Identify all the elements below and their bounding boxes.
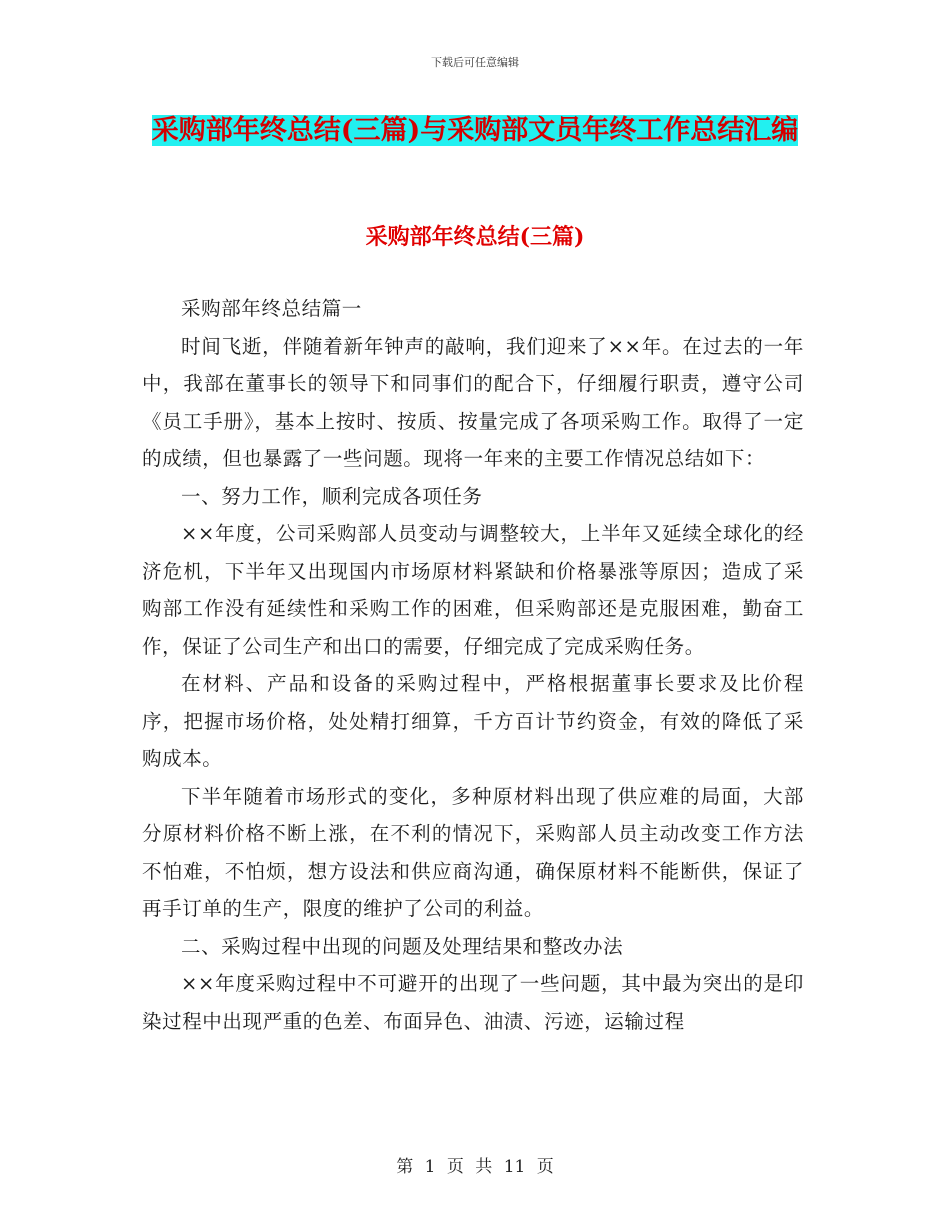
paragraph-heading: 二、采购过程中出现的问题及处理结果和整改办法 [181,934,624,958]
paragraph: 在材料、产品和设备的采购过程中，严格根据董事长要求及比价程序，把握市场价格，处处精打细算，千方百计节约资金，有效的降低了采购成本。 [142,672,804,770]
document-title [140,108,810,154]
paragraph: 时间飞逝，伴随着新年钟声的敲响，我们迎来了××年。在过去的一年中，我部在董事长的领导下和同事们的配合下，仔细履行职责，遵守公司《员工手册》，基本上按时、按质、按量完成了各项采购工作。取得了一定的成绩，但也暴露了一些问题。现将一年来的主要工作情况总结如下： [142,334,804,470]
paragraph: ××年度，公司采购部人员变动与调整较大，上半年又延续全球化的经济危机，下半年又出现国内市场原材料紧缺和价格暴涨等原因；造成了采购部工作没有延续性和采购工作的困难，但采购部还是克服困难，勤奋工作，保证了公司生产和出口的需要，仔细完成了完成采购任务。 [142,522,804,658]
paragraph: 下半年随着市场形式的变化，多种原材料出现了供应难的局面，大部分原材料价格不断上涨，在不利的情况下，采购部人员主动改变工作方法不怕难，不怕烦，想方设法和供应商沟通，确保原材料不能断供，保证了再手订单的生产，限度的维护了公司的利益。 [142,784,804,920]
section-title: 采购部年终总结(三篇) [365,224,585,250]
paragraph-heading: 采购部年终总结篇一 [181,297,362,320]
header-note: 下载后可任意编辑 [431,56,519,69]
document-body [142,290,804,1040]
paragraph: ××年度采购过程中不可避开的出现了一些问题，其中最为突出的是印染过程中出现严重的色差、布面异色、油渍、污迹，运输过程 [142,972,804,1033]
page-footer: 第 1 页 共 11 页 [396,1157,554,1177]
paragraph-heading: 一、努力工作，顺利完成各项任务 [181,484,483,508]
document-title-text: 采购部年终总结(三篇)与采购部文员年终工作总结汇编 [151,115,799,146]
